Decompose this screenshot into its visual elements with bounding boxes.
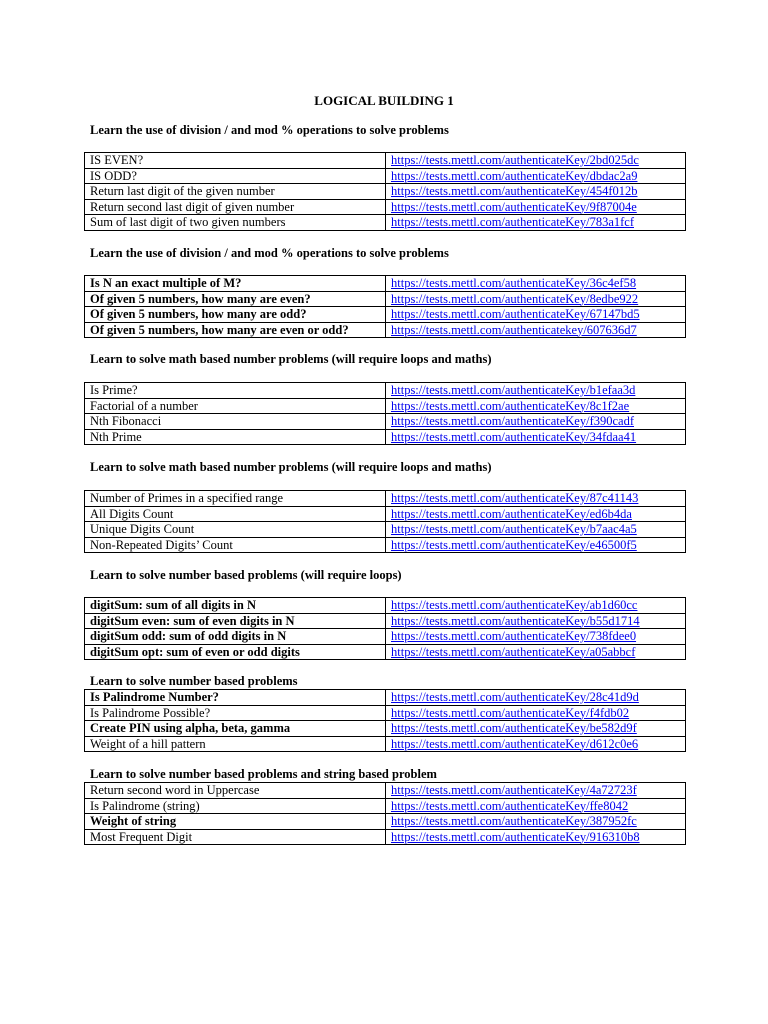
section-heading-block (84, 766, 686, 782)
problem-link-cell (386, 613, 686, 629)
problem-link-cell (386, 598, 686, 614)
problem-table-wrapper (84, 382, 686, 445)
problem-name: Of given 5 numbers, how many are even? (85, 291, 386, 307)
problem-link[interactable]: https://tests.mettl.com/authenticateKey/87c41143 (391, 491, 639, 505)
table-row (85, 721, 686, 737)
problem-table (84, 689, 686, 752)
problem-table-wrapper (84, 597, 686, 660)
problem-link[interactable]: https://tests.mettl.com/authenticateKey/2bd025dc (391, 153, 639, 167)
problem-name: Is Palindrome Number? (85, 690, 386, 706)
section-heading-block (84, 567, 686, 583)
problem-link[interactable]: https://tests.mettl.com/authenticateKey/387952fc (391, 814, 637, 828)
problem-link-cell (386, 168, 686, 184)
table-row (85, 736, 686, 752)
problem-link[interactable]: https://tests.mettl.com/authenticateKey/be582d9f (391, 721, 637, 735)
problem-link[interactable]: https://tests.mettl.com/authenticateKey/ed6b4da (391, 506, 632, 521)
problem-link[interactable]: https://tests.mettl.com/authenticatekey/607636d7 (391, 322, 637, 337)
problem-link[interactable]: https://tests.mettl.com/authenticateKey/738fdee0 (391, 629, 637, 643)
table-row (85, 598, 686, 614)
table-row (85, 798, 686, 814)
problem-link[interactable]: https://tests.mettl.com/authenticateKey/b7aac4a5 (391, 522, 637, 536)
table-row (85, 705, 686, 721)
section-heading: Learn to solve math based number problems (will require loops and maths) (90, 460, 492, 474)
problem-link[interactable]: https://tests.mettl.com/authenticateKey/783a1fcf (391, 215, 634, 229)
problem-link-cell (386, 291, 686, 307)
table-row (85, 414, 686, 430)
table-row (85, 383, 686, 399)
table-row (85, 153, 686, 169)
table-row (85, 613, 686, 629)
problem-name: Is Prime? (85, 383, 386, 399)
problem-name: Nth Fibonacci (85, 414, 386, 430)
section-heading-block (84, 351, 686, 367)
problem-name: Is Palindrome (string) (85, 798, 386, 814)
section-heading: Learn the use of division / and mod % operations to solve problems (90, 123, 449, 137)
problem-name: digitSum odd: sum of odd digits in N (85, 629, 386, 645)
problem-table-wrapper (84, 275, 686, 338)
problem-link-cell (386, 629, 686, 645)
problem-table-wrapper (84, 782, 686, 845)
problem-link[interactable]: https://tests.mettl.com/authenticateKey/ffe8042 (391, 798, 629, 813)
problem-table (84, 597, 686, 660)
problem-table (84, 382, 686, 445)
problem-link[interactable]: https://tests.mettl.com/authenticateKey/454f012b (391, 184, 638, 198)
problem-name: Is N an exact multiple of M? (85, 276, 386, 292)
section-heading-block (84, 459, 686, 475)
table-row (85, 322, 686, 338)
problem-name: Of given 5 numbers, how many are odd? (85, 307, 386, 323)
problem-link[interactable]: https://tests.mettl.com/authenticateKey/36c4ef58 (391, 276, 637, 290)
problem-name: digitSum: sum of all digits in N (85, 598, 386, 614)
problem-link[interactable]: https://tests.mettl.com/authenticateKey/9f87004e (391, 199, 637, 214)
problem-name: Return second word in Uppercase (85, 783, 386, 799)
problem-link-cell (386, 307, 686, 323)
table-row (85, 168, 686, 184)
problem-name: Unique Digits Count (85, 522, 386, 538)
problem-link[interactable]: https://tests.mettl.com/authenticateKey/ab1d60cc (391, 598, 638, 612)
table-row (85, 829, 686, 845)
problem-link[interactable]: https://tests.mettl.com/authenticateKey/28c41d9d (391, 690, 639, 704)
table-row (85, 783, 686, 799)
problem-link-cell (386, 721, 686, 737)
problem-name: Return last digit of the given number (85, 184, 386, 200)
table-row (85, 276, 686, 292)
problem-link-cell (386, 153, 686, 169)
problem-link[interactable]: https://tests.mettl.com/authenticateKey/a05abbcf (391, 644, 636, 659)
problem-name: Sum of last digit of two given numbers (85, 215, 386, 231)
problem-link[interactable]: https://tests.mettl.com/authenticateKey/e46500f5 (391, 537, 637, 552)
document-title: LOGICAL BUILDING 1 (314, 93, 454, 108)
problem-name: Weight of string (85, 814, 386, 830)
problem-link-cell (386, 644, 686, 660)
problem-link-cell (386, 829, 686, 845)
problem-table (84, 490, 686, 553)
problem-link-cell (386, 322, 686, 338)
problem-link[interactable]: https://tests.mettl.com/authenticateKey/dbdac2a9 (391, 168, 638, 183)
table-row (85, 429, 686, 445)
problem-table-wrapper (84, 490, 686, 553)
problem-name: digitSum opt: sum of even or odd digits (85, 644, 386, 660)
problem-link-cell (386, 814, 686, 830)
problem-link-cell (386, 215, 686, 231)
table-row (85, 629, 686, 645)
problem-link[interactable]: https://tests.mettl.com/authenticateKey/f4fdb02 (391, 705, 630, 720)
problem-link-cell (386, 491, 686, 507)
problem-link-cell (386, 429, 686, 445)
problem-link-cell (386, 522, 686, 538)
problem-name: Weight of a hill pattern (85, 736, 386, 752)
problem-name: All Digits Count (85, 506, 386, 522)
problem-name: Number of Primes in a specified range (85, 491, 386, 507)
table-row (85, 644, 686, 660)
table-row (85, 184, 686, 200)
table-row (85, 814, 686, 830)
section-heading: Learn to solve number based problems and string based problem (90, 767, 437, 781)
problem-name: Non-Repeated Digits’ Count (85, 537, 386, 553)
problem-link[interactable]: https://tests.mettl.com/authenticateKey/916310b8 (391, 829, 640, 844)
problem-name: Most Frequent Digit (85, 829, 386, 845)
problem-name: digitSum even: sum of even digits in N (85, 613, 386, 629)
problem-table-wrapper (84, 152, 686, 231)
section-heading-block (84, 122, 686, 138)
problem-link[interactable]: https://tests.mettl.com/authenticateKey/4a72723f (391, 783, 637, 797)
problem-table (84, 275, 686, 338)
section-heading: Learn to solve math based number problems (will require loops and maths) (90, 352, 492, 366)
problem-link[interactable]: https://tests.mettl.com/authenticateKey/8edbe922 (391, 291, 639, 306)
table-row (85, 690, 686, 706)
problem-link[interactable]: https://tests.mettl.com/authenticateKey/d612c0e6 (391, 736, 639, 751)
problem-link-cell (386, 798, 686, 814)
problem-link-cell (386, 276, 686, 292)
problem-link-cell (386, 414, 686, 430)
problem-link[interactable]: https://tests.mettl.com/authenticateKey/b55d1714 (391, 613, 640, 628)
problem-link-cell (386, 383, 686, 399)
section-heading: Learn the use of division / and mod % operations to solve problems (90, 246, 449, 260)
table-row (85, 537, 686, 553)
problem-link[interactable]: https://tests.mettl.com/authenticateKey/b1efaa3d (391, 383, 636, 397)
problem-name: IS ODD? (85, 168, 386, 184)
section-heading-block (84, 673, 686, 689)
problem-link[interactable]: https://tests.mettl.com/authenticateKey/f390cadf (391, 414, 634, 428)
table-row (85, 215, 686, 231)
problem-name: Is Palindrome Possible? (85, 705, 386, 721)
problem-link-cell (386, 690, 686, 706)
problem-name: Create PIN using alpha, beta, gamma (85, 721, 386, 737)
problem-link[interactable]: https://tests.mettl.com/authenticateKey/67147bd5 (391, 307, 640, 321)
table-row (85, 291, 686, 307)
table-row (85, 491, 686, 507)
problem-link-cell (386, 184, 686, 200)
problem-link-cell (386, 199, 686, 215)
problem-name: Of given 5 numbers, how many are even or odd? (85, 322, 386, 338)
problem-link-cell (386, 537, 686, 553)
table-row (85, 398, 686, 414)
table-row (85, 506, 686, 522)
problem-link-cell (386, 398, 686, 414)
problem-link-cell (386, 506, 686, 522)
table-row (85, 199, 686, 215)
problem-link-cell (386, 736, 686, 752)
problem-name: Factorial of a number (85, 398, 386, 414)
problem-link-cell (386, 705, 686, 721)
problem-link[interactable]: https://tests.mettl.com/authenticateKey/8c1f2ae (391, 398, 630, 413)
problem-link[interactable]: https://tests.mettl.com/authenticateKey/34fdaa41 (391, 429, 637, 444)
problem-table (84, 152, 686, 231)
section-heading-block (84, 245, 686, 261)
section-heading: Learn to solve number based problems (will require loops) (90, 568, 402, 582)
problem-name: Nth Prime (85, 429, 386, 445)
problem-name: IS EVEN? (85, 153, 386, 169)
problem-table-wrapper (84, 689, 686, 752)
problem-link-cell (386, 783, 686, 799)
problem-table (84, 782, 686, 845)
section-heading: Learn to solve number based problems (90, 674, 298, 688)
problem-name: Return second last digit of given number (85, 199, 386, 215)
table-row (85, 522, 686, 538)
table-row (85, 307, 686, 323)
